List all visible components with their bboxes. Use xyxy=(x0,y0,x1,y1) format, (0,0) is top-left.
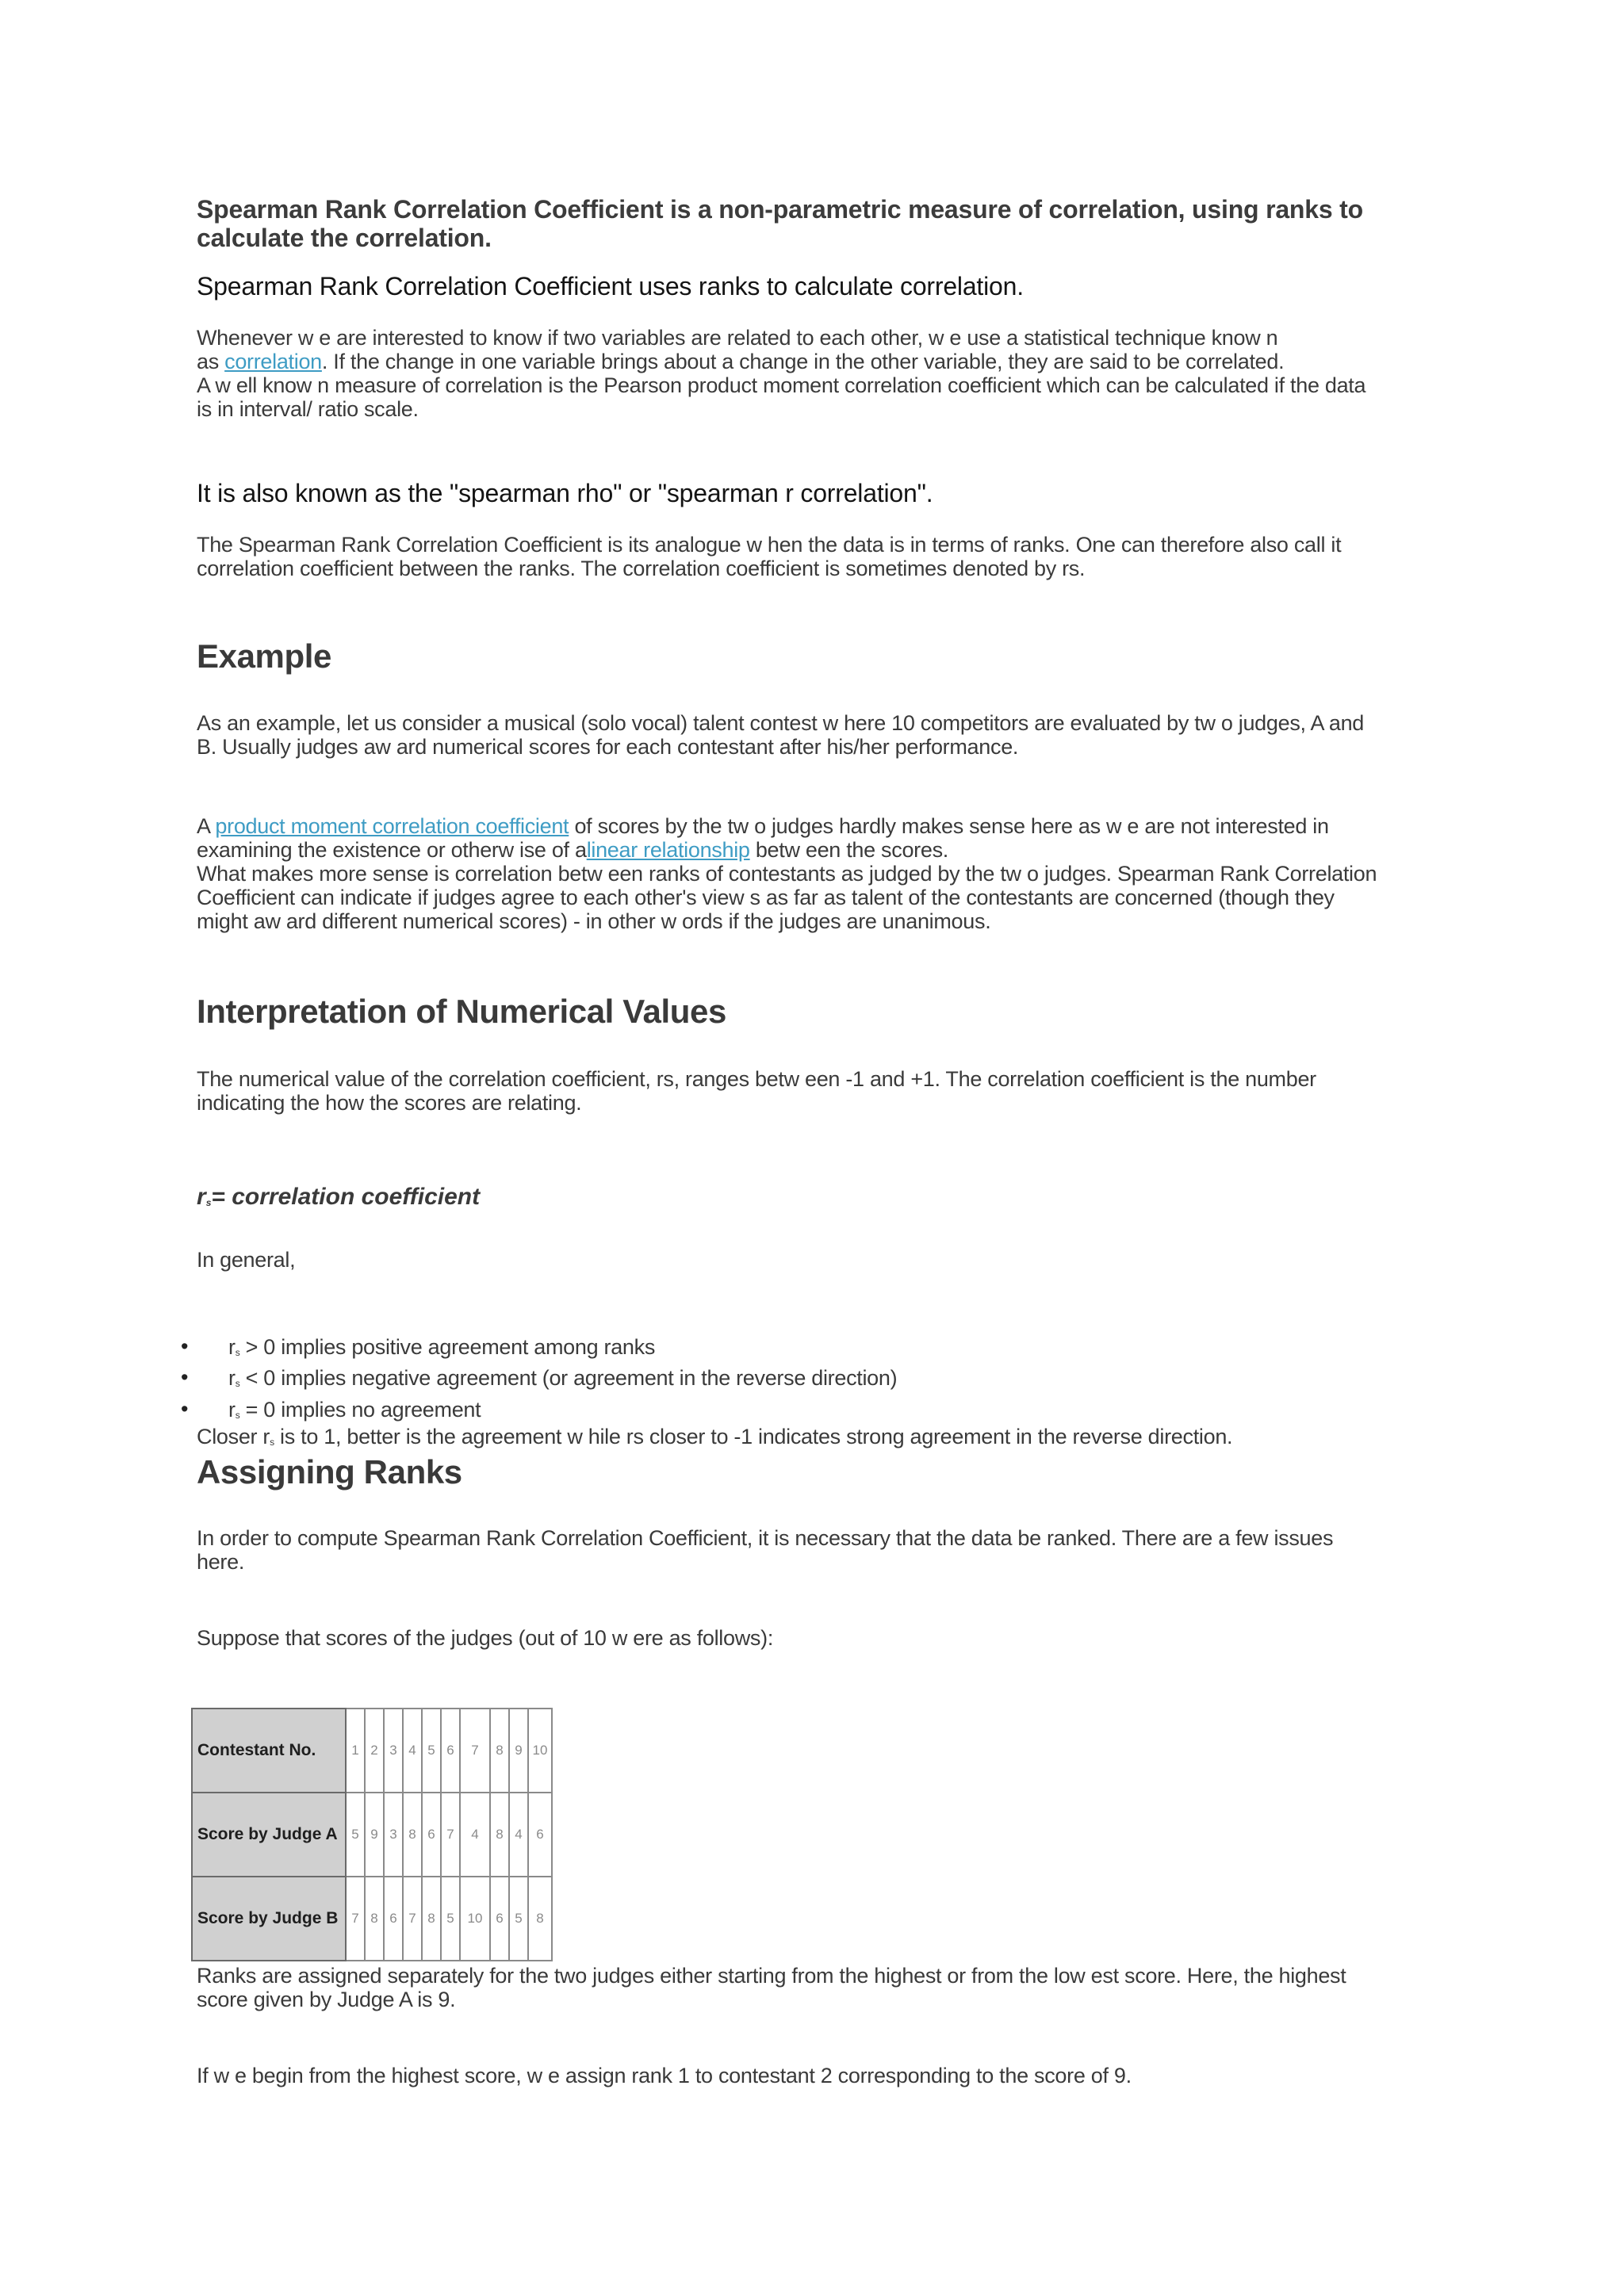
table-cell: 3 xyxy=(384,1709,403,1793)
intro-p2-line1: The Spearman Rank Correlation Coefficient is its analogue w hen the data is in terms of ranks. One can therefore also call it xyxy=(197,533,1342,557)
formula-text: = correlation coefficient xyxy=(211,1184,481,1210)
lead-line-2: calculate the correlation. xyxy=(197,224,492,252)
formula-r: r xyxy=(197,1184,206,1210)
table-cell: 7 xyxy=(441,1793,460,1877)
interp-p1-line1: The numerical value of the correlation coefficient, rs, ranges betw een -1 and +1. The correlation coefficient is the number xyxy=(197,1067,1316,1091)
correlation-link[interactable]: correlation xyxy=(224,350,322,373)
table-row xyxy=(192,1877,552,1961)
text-fragment: betw een the scores. xyxy=(749,838,948,862)
text-fragment: examining the existence or otherw ise of a xyxy=(197,838,587,862)
table-cell: 5 xyxy=(509,1877,528,1961)
table-cell: 8 xyxy=(528,1877,552,1961)
table-cell: 6 xyxy=(422,1793,441,1877)
formula-subscript: s xyxy=(205,1197,212,1208)
subscript: s xyxy=(235,1347,240,1358)
closer-text xyxy=(197,1425,1232,1454)
example-p2-line5: might aw ard different numerical scores) - in other w ords if the judges are unanimous. xyxy=(197,909,991,933)
table-cell: 8 xyxy=(422,1877,441,1961)
table-cell: 2 xyxy=(365,1709,384,1793)
interp-p1-line2: indicating the how the scores are relating. xyxy=(197,1091,582,1115)
text-fragment: r xyxy=(228,1366,236,1390)
assigning-ranks-heading: Assigning Ranks xyxy=(197,1453,462,1490)
subtitle-rho: It is also known as the "spearman rho" or "spearman r correlation". xyxy=(197,479,933,507)
table-cell: 4 xyxy=(403,1709,422,1793)
subtitle-ranks: Spearman Rank Correlation Coefficient uses ranks to calculate correlation. xyxy=(197,272,1024,300)
table-cell: 4 xyxy=(509,1793,528,1877)
linear-relationship-link[interactable]: linear relationship xyxy=(586,838,750,862)
table-row xyxy=(192,1709,552,1793)
table-cell: 3 xyxy=(384,1793,403,1877)
table-cell: 5 xyxy=(422,1709,441,1793)
bullet-dot: • xyxy=(181,1397,189,1421)
table-cell: 10 xyxy=(460,1877,490,1961)
table-cell: 7 xyxy=(346,1877,365,1961)
example-p1-line1: As an example, let us consider a musical (solo vocal) talent contest w here 10 competitors are evaluated by tw o judges, A and xyxy=(197,711,1365,735)
table-cell: 1 xyxy=(346,1709,365,1793)
text-fragment: A xyxy=(197,814,216,838)
text-fragment: = 0 implies no agreement xyxy=(239,1398,481,1422)
intro-p1-line2 xyxy=(197,350,1284,373)
table-cell: 10 xyxy=(528,1709,552,1793)
example-heading: Example xyxy=(197,637,331,675)
in-general-text: In general, xyxy=(197,1248,296,1272)
ranks-p2: Suppose that scores of the judges (out of 10 w ere as follows): xyxy=(197,1626,774,1650)
ranks-p3-line2: score given by Judge A is 9. xyxy=(197,1988,456,2011)
table-cell: 8 xyxy=(365,1877,384,1961)
table-cell: 7 xyxy=(460,1709,490,1793)
row-header: Contestant No. xyxy=(192,1709,346,1793)
table-cell: 6 xyxy=(384,1877,403,1961)
intro-p1-line1: Whenever w e are interested to know if two variables are related to each other, w e use a statistical technique know n xyxy=(197,326,1278,350)
bullet-item xyxy=(228,1366,897,1395)
ranks-p1-line1: In order to compute Spearman Rank Correlation Coefficient, it is necessary that the data be ranked. There are a few issues xyxy=(197,1526,1334,1550)
text-fragment: r xyxy=(228,1398,236,1422)
text-fragment: r xyxy=(228,1335,236,1359)
lead-line-1: Spearman Rank Correlation Coefficient is a non-parametric measure of correlation, using ranks to xyxy=(197,195,1363,224)
intro-p1-line4: is in interval/ ratio scale. xyxy=(197,397,419,421)
table-cell: 8 xyxy=(490,1793,509,1877)
bullet-dot: • xyxy=(181,1365,189,1389)
ranks-p1-line2: here. xyxy=(197,1550,245,1574)
table-cell: 5 xyxy=(346,1793,365,1877)
bullet-item xyxy=(228,1335,655,1364)
example-p2-line4: Coefficient can indicate if judges agree to each other's view s as far as talent of the contestants are concerned (though they xyxy=(197,886,1335,909)
example-p2-line1 xyxy=(197,814,1329,838)
table-cell: 6 xyxy=(490,1877,509,1961)
bullet-item xyxy=(228,1398,481,1427)
table-cell: 8 xyxy=(490,1709,509,1793)
subscript: s xyxy=(235,1378,240,1389)
example-p1-line2: B. Usually judges aw ard numerical scores for each contestant after his/her performance. xyxy=(197,735,1019,759)
table-row xyxy=(192,1793,552,1877)
text-fragment: of scores by the tw o judges hardly makes sense here as w e are not interested in xyxy=(569,814,1329,838)
text-fragment: as xyxy=(197,350,225,373)
table-cell: 6 xyxy=(528,1793,552,1877)
interpretation-heading: Interpretation of Numerical Values xyxy=(197,993,726,1030)
table-cell: 5 xyxy=(441,1877,460,1961)
row-header: Score by Judge B xyxy=(192,1877,346,1961)
example-p2-line3: What makes more sense is correlation betw een ranks of contestants as judged by the tw o judges. Spearman Rank Correlation xyxy=(197,862,1377,886)
bullet-dot: • xyxy=(181,1334,189,1358)
text-fragment: < 0 implies negative agreement (or agreement in the reverse direction) xyxy=(239,1366,898,1390)
ranks-p4: If w e begin from the highest score, w e assign rank 1 to contestant 2 corresponding to the score of 9. xyxy=(197,2064,1132,2087)
intro-p2-line2: correlation coefficient between the ranks. The correlation coefficient is sometimes denoted by rs. xyxy=(197,557,1086,580)
table-cell: 6 xyxy=(441,1709,460,1793)
table-cell: 8 xyxy=(403,1793,422,1877)
text-fragment: Closer r xyxy=(197,1425,270,1448)
text-fragment: . If the change in one variable brings about a change in the other variable, they are said to be correlated. xyxy=(321,350,1285,373)
subscript: s xyxy=(235,1410,240,1421)
scores-table xyxy=(191,1708,553,1961)
table-cell: 9 xyxy=(509,1709,528,1793)
text-fragment: is to 1, better is the agreement w hile rs closer to -1 indicates strong agreement in the reverse direction. xyxy=(274,1425,1233,1448)
subscript: s xyxy=(270,1437,274,1448)
row-header: Score by Judge A xyxy=(192,1793,346,1877)
formula-label xyxy=(197,1184,480,1211)
example-p2-line2 xyxy=(197,838,948,862)
text-fragment: > 0 implies positive agreement among ranks xyxy=(239,1335,656,1359)
table-cell: 9 xyxy=(365,1793,384,1877)
product-moment-link[interactable]: product moment correlation coefficient xyxy=(215,814,569,838)
table-cell: 4 xyxy=(460,1793,490,1877)
table-cell: 7 xyxy=(403,1877,422,1961)
intro-p1-line3: A w ell know n measure of correlation is the Pearson product moment correlation coefficient which can be calculated if the data xyxy=(197,373,1366,397)
ranks-p3-line1: Ranks are assigned separately for the two judges either starting from the highest or from the low est score. Here, the highest xyxy=(197,1964,1346,1988)
